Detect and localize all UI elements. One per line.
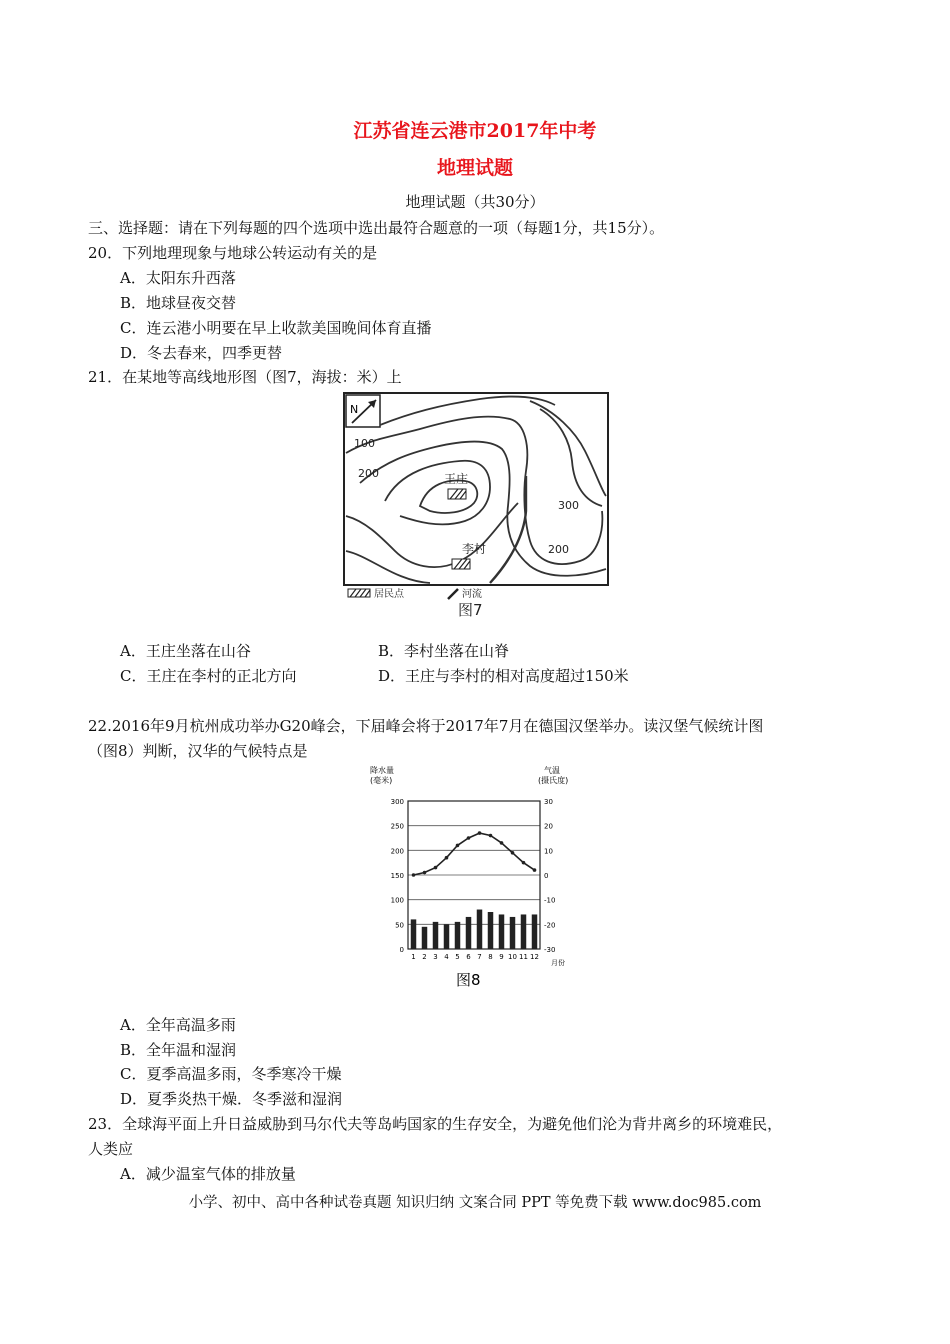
right-tick-label: -30 [544, 946, 556, 954]
q21-option-b: B．李村坐落在山脊 [378, 642, 510, 660]
month-tick-label: 2 [422, 953, 427, 961]
q23-option-a: A．减少温室气体的排放量 [120, 1165, 296, 1183]
temperature-point-8 [489, 834, 493, 838]
q21-option-c: C．王庄在李村的正北方向 [120, 667, 297, 685]
contour-label-200-bottom: 200 [548, 543, 569, 556]
right-tick-label: -10 [544, 896, 556, 905]
precip-bar-6 [466, 917, 472, 949]
month-tick-label: 3 [433, 953, 438, 961]
instructions: 三、选择题：请在下列每题的四个选项中选出最符合题意的一项（每题1分，共15分）。 [88, 219, 665, 237]
precip-bar-3 [433, 922, 439, 949]
q20-option-d: D．冬去春来，四季更替 [120, 344, 283, 362]
temperature-point-2 [423, 871, 427, 875]
q22-option-c: C．夏季高温多雨，冬季寒冷干燥 [120, 1065, 342, 1083]
licun-label: 李村 [462, 542, 487, 556]
figure-7-contour-map [340, 391, 612, 619]
left-axis-title-line2: (毫米) [370, 776, 393, 785]
right-axis-title-line2: (摄氏度) [538, 776, 569, 785]
q22-option-b: B．全年温和湿润 [120, 1041, 237, 1059]
page-title: 江苏省连云港市2017年中考 [353, 120, 597, 142]
legend-river-label: 河流 [462, 589, 482, 600]
contour-label-100: 100 [354, 437, 375, 450]
temperature-point-3 [434, 866, 438, 870]
q20-stem: 20．下列地理现象与地球公转运动有关的是 [88, 244, 378, 262]
temperature-point-12 [533, 868, 537, 872]
precip-bar-4 [444, 924, 450, 949]
contour-label-200-top: 200 [358, 467, 379, 480]
temperature-point-1 [412, 873, 416, 877]
month-tick-label: 6 [466, 953, 471, 961]
left-tick-label: 100 [390, 896, 404, 905]
north-label: N [350, 403, 359, 416]
temperature-line [414, 833, 535, 875]
temperature-point-9 [500, 841, 504, 845]
q21-option-a: A．王庄坐落在山谷 [120, 642, 251, 660]
contour-label-300: 300 [558, 499, 579, 512]
legend-settlement-label: 居民点 [374, 589, 404, 600]
temperature-point-11 [522, 861, 526, 865]
footer-text: 小学、初中、高中各种试卷真题 知识归纳 文案合同 PPT 等免费下载 www.doc985.com [188, 1195, 762, 1211]
figure-7-caption: 图7 [458, 601, 483, 619]
right-axis-title-line1: 气温 [544, 766, 560, 775]
precip-bar-9 [499, 914, 505, 949]
q22-option-d: D．夏季炎热干燥．冬季滋和湿润 [120, 1090, 343, 1108]
left-tick-label: 200 [390, 847, 404, 856]
month-tick-label: 5 [455, 953, 460, 961]
q21-option-d: D．王庄与李村的相对高度超过150米 [378, 667, 629, 685]
left-tick-label: 300 [390, 798, 404, 806]
q22-stem-line1: 22.2016年9月杭州成功举办G20峰会，下届峰会将于2017年7月在德国汉堡举办。读汉堡气候统计图 [88, 717, 764, 735]
month-tick-label: 9 [499, 953, 504, 961]
wangzhuang-label: 王庄 [444, 472, 469, 486]
temperature-point-5 [456, 844, 460, 848]
right-tick-label: 30 [544, 798, 553, 806]
month-tick-label: 11 [519, 953, 528, 961]
q20-option-a: A．太阳东升西落 [120, 269, 236, 287]
right-tick-label: 10 [544, 847, 553, 856]
page-subtitle: 地理试题 [436, 157, 513, 179]
month-tick-label: 1 [411, 953, 416, 961]
q22-option-a: A．全年高温多雨 [120, 1016, 236, 1034]
precip-bar-7 [477, 910, 483, 949]
q23-stem-line1: 23．全球海平面上升日益威胁到马尔代夫等岛屿国家的生存安全，为避免他们沦为背井离乡的环境难民， [88, 1115, 783, 1133]
temperature-point-7 [478, 831, 482, 835]
precip-bar-10 [510, 917, 516, 949]
right-tick-label: 0 [544, 872, 549, 880]
precip-bar-11 [521, 914, 527, 949]
right-tick-label: -20 [544, 921, 556, 930]
precip-bar-8 [488, 912, 494, 949]
left-tick-label: 0 [399, 946, 404, 954]
month-tick-label: 12 [530, 953, 539, 961]
right-tick-label: 20 [544, 822, 553, 831]
figure-8-climate-chart [368, 763, 580, 991]
temperature-point-4 [445, 856, 449, 860]
q20-option-b: B．地球昼夜交替 [120, 294, 237, 312]
month-tick-label: 7 [477, 953, 482, 961]
q23-stem-line2: 人类应 [88, 1140, 134, 1158]
precip-bar-12 [532, 914, 538, 949]
q22-stem-line2: （图8）判断，汉华的气候特点是 [88, 742, 308, 760]
left-tick-label: 250 [390, 822, 404, 831]
month-tick-label: 8 [488, 953, 493, 961]
figure-8-caption: 图8 [456, 971, 481, 989]
month-tick-label: 10 [508, 953, 517, 961]
month-axis-unit: 月份 [551, 959, 565, 967]
precip-bar-1 [411, 919, 417, 949]
left-tick-label: 150 [390, 872, 404, 880]
month-tick-label: 4 [444, 953, 449, 961]
left-tick-label: 50 [395, 921, 404, 930]
section-title: 地理试题（共30分） [405, 193, 545, 211]
precip-bar-5 [455, 922, 461, 949]
temperature-point-10 [511, 851, 515, 855]
q20-option-c: C．连云港小明要在早上收款美国晚间体育直播 [120, 319, 432, 337]
q21-stem: 21．在某地等高线地形图（图7，海拔：米）上 [88, 368, 402, 386]
precip-bar-2 [422, 927, 428, 949]
left-axis-title-line1: 降水量 [370, 766, 394, 775]
temperature-point-6 [467, 836, 471, 840]
